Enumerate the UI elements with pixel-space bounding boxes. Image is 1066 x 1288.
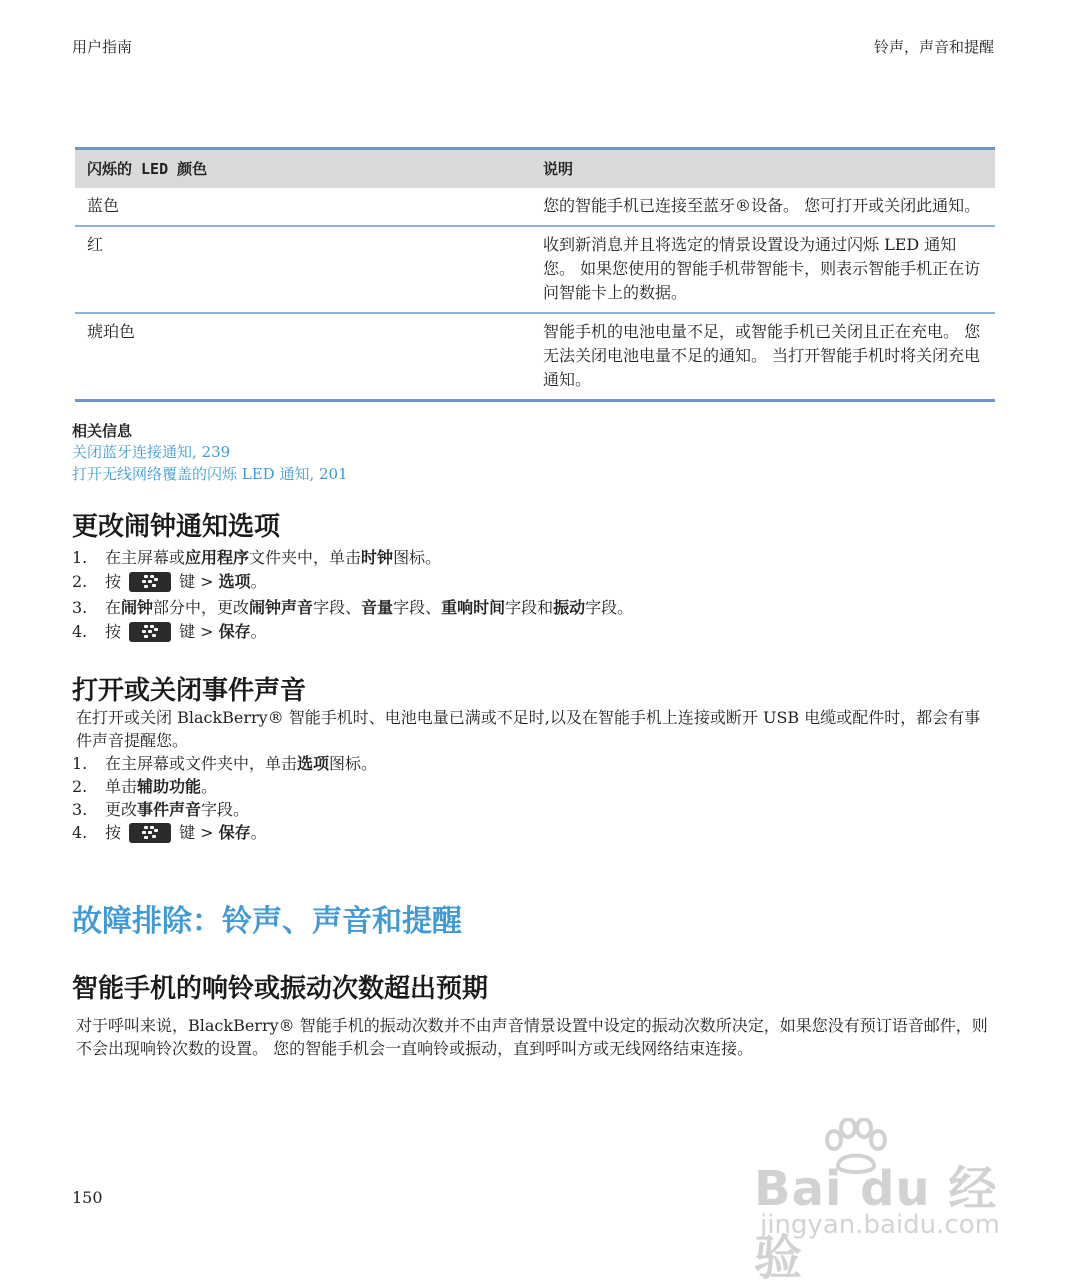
step-text: 键 >: [179, 622, 214, 641]
ui-term: 保存: [218, 823, 251, 842]
step-text: 字段、: [393, 598, 442, 617]
table-header-row: [75, 149, 995, 189]
step-number: 2.: [72, 572, 88, 591]
step-number: 1.: [72, 754, 88, 773]
related-link-coverage-led[interactable]: 打开无线网络覆盖的闪烁 LED 通知, 201: [72, 465, 348, 483]
table-cell-desc: [531, 313, 995, 401]
blackberry-menu-key-icon: [129, 823, 171, 843]
table-cell-color: 琥珀色: [75, 313, 531, 401]
ring-vibrate-paragraph: 对于呼叫来说，BlackBerry® 智能手机的振动次数并不由声音情景设置中设定的振动次数所决定，如果您没有预订语音邮件，则不会出现响铃次数的设置。 您的智能手机会一直响铃或振动，直到呼叫方或无线网络结束连接。: [76, 1016, 988, 1058]
step-text: 文件夹中，单击: [249, 548, 362, 567]
list-item: [72, 821, 377, 844]
related-link-bluetooth[interactable]: 关闭蓝牙连接通知, 239: [72, 443, 231, 461]
section-title-ring-vibrate: 智能手机的响铃或振动次数超出预期: [72, 974, 489, 1004]
header-doc-title: 用户指南: [72, 38, 133, 56]
step-text: 按: [105, 572, 122, 591]
step-text: 字段。: [201, 800, 250, 819]
step-number: 1.: [72, 548, 88, 567]
section-title-event-sounds: 打开或关闭事件声音: [72, 676, 307, 706]
step-text: 字段、: [313, 598, 362, 617]
list-item: [72, 620, 633, 643]
blackberry-menu-key-icon: [129, 572, 171, 592]
table-cell-color: 蓝色: [75, 188, 531, 226]
step-text: 。: [250, 572, 267, 591]
ui-term: 辅助功能: [137, 777, 202, 796]
table-header-desc: 说明: [531, 149, 995, 189]
event-sounds-intro: 在打开或关闭 BlackBerry® 智能手机时、电池电量已满或不足时,以及在智能手机上连接或断开 USB 电缆或配件时，都会有事件声音提醒您。: [76, 708, 981, 750]
section-title-alarm: 更改闹钟通知选项: [72, 512, 281, 542]
step-number: 2.: [72, 777, 88, 796]
desc-text: 收到新消息并且将选定的情景设置设为通过闪烁 LED 通知您。 如果您使用的智能手机带智能卡，则表示智能手机正在访问智能卡上的数据。: [543, 235, 981, 302]
step-text: 在主屏幕或文件夹中，单击: [105, 754, 298, 773]
table-row: [75, 313, 995, 401]
step-text: 键 >: [179, 823, 214, 842]
table-row: [75, 188, 995, 226]
step-text: 按: [105, 823, 122, 842]
watermark-brand: Bai du 经验: [754, 1161, 998, 1286]
step-text: 。: [250, 823, 267, 842]
ui-term: 振动: [553, 598, 586, 617]
step-text: 在: [105, 598, 122, 617]
list-item: [72, 775, 377, 798]
table-cell-desc: [531, 226, 995, 313]
step-number: 4.: [72, 622, 88, 641]
watermark-url: jingyan.baidu.com: [760, 1210, 1000, 1240]
step-text: 单击: [105, 777, 138, 796]
step-text: 部分中，更改: [153, 598, 250, 617]
step-text: 更改: [105, 800, 138, 819]
step-text: 。: [201, 777, 218, 796]
table-cell-color: 红: [75, 226, 531, 313]
ui-term: 音量: [361, 598, 394, 617]
list-item: [72, 752, 377, 775]
related-info-heading: 相关信息: [72, 422, 133, 440]
ui-term: 选项: [297, 754, 330, 773]
list-item: [72, 596, 633, 619]
blackberry-menu-key-icon: [129, 622, 171, 642]
ui-term: 选项: [218, 572, 251, 591]
ui-term: 重响时间: [441, 598, 506, 617]
step-number: 3.: [72, 598, 88, 617]
ui-term: 时钟: [361, 548, 394, 567]
desc-text: 您的智能手机已连接至蓝牙®设备。 您可打开或关闭此通知。: [543, 196, 981, 215]
header-section-title: 铃声，声音和提醒: [873, 38, 994, 56]
ui-term: 应用程序: [185, 548, 250, 567]
led-color-table: [75, 147, 995, 402]
step-text: 键 >: [179, 572, 214, 591]
desc-text: 智能手机的电池电量不足，或智能手机已关闭且正在充电。 您无法关闭电池电量不足的通知。 当打开智能手机时将关闭充电通知。: [543, 322, 981, 389]
ui-term: 闹钟声音: [249, 598, 314, 617]
step-text: 图标。: [393, 548, 442, 567]
step-text: 。: [250, 622, 267, 641]
list-item: [72, 546, 633, 569]
event-steps: [72, 752, 377, 844]
ui-term: 事件声音: [137, 800, 202, 819]
baidu-watermark: [740, 1118, 1010, 1286]
chapter-title-troubleshooting: 故障排除：铃声、声音和提醒: [72, 904, 462, 939]
step-text: 字段。: [585, 598, 634, 617]
table-header-color: 闪烁的 LED 颜色: [75, 149, 531, 189]
table-row: [75, 226, 995, 313]
step-text: 字段和: [505, 598, 554, 617]
table-cell-desc: [531, 188, 995, 226]
list-item: [72, 798, 377, 821]
step-number: 4.: [72, 823, 88, 842]
alarm-steps: [72, 546, 633, 643]
page-number: 150: [72, 1188, 103, 1207]
step-number: 3.: [72, 800, 88, 819]
step-text: 按: [105, 622, 122, 641]
ui-term: 闹钟: [121, 598, 154, 617]
step-text: 图标。: [329, 754, 378, 773]
step-text: 在主屏幕或: [105, 548, 186, 567]
list-item: [72, 570, 633, 593]
ui-term: 保存: [218, 622, 251, 641]
